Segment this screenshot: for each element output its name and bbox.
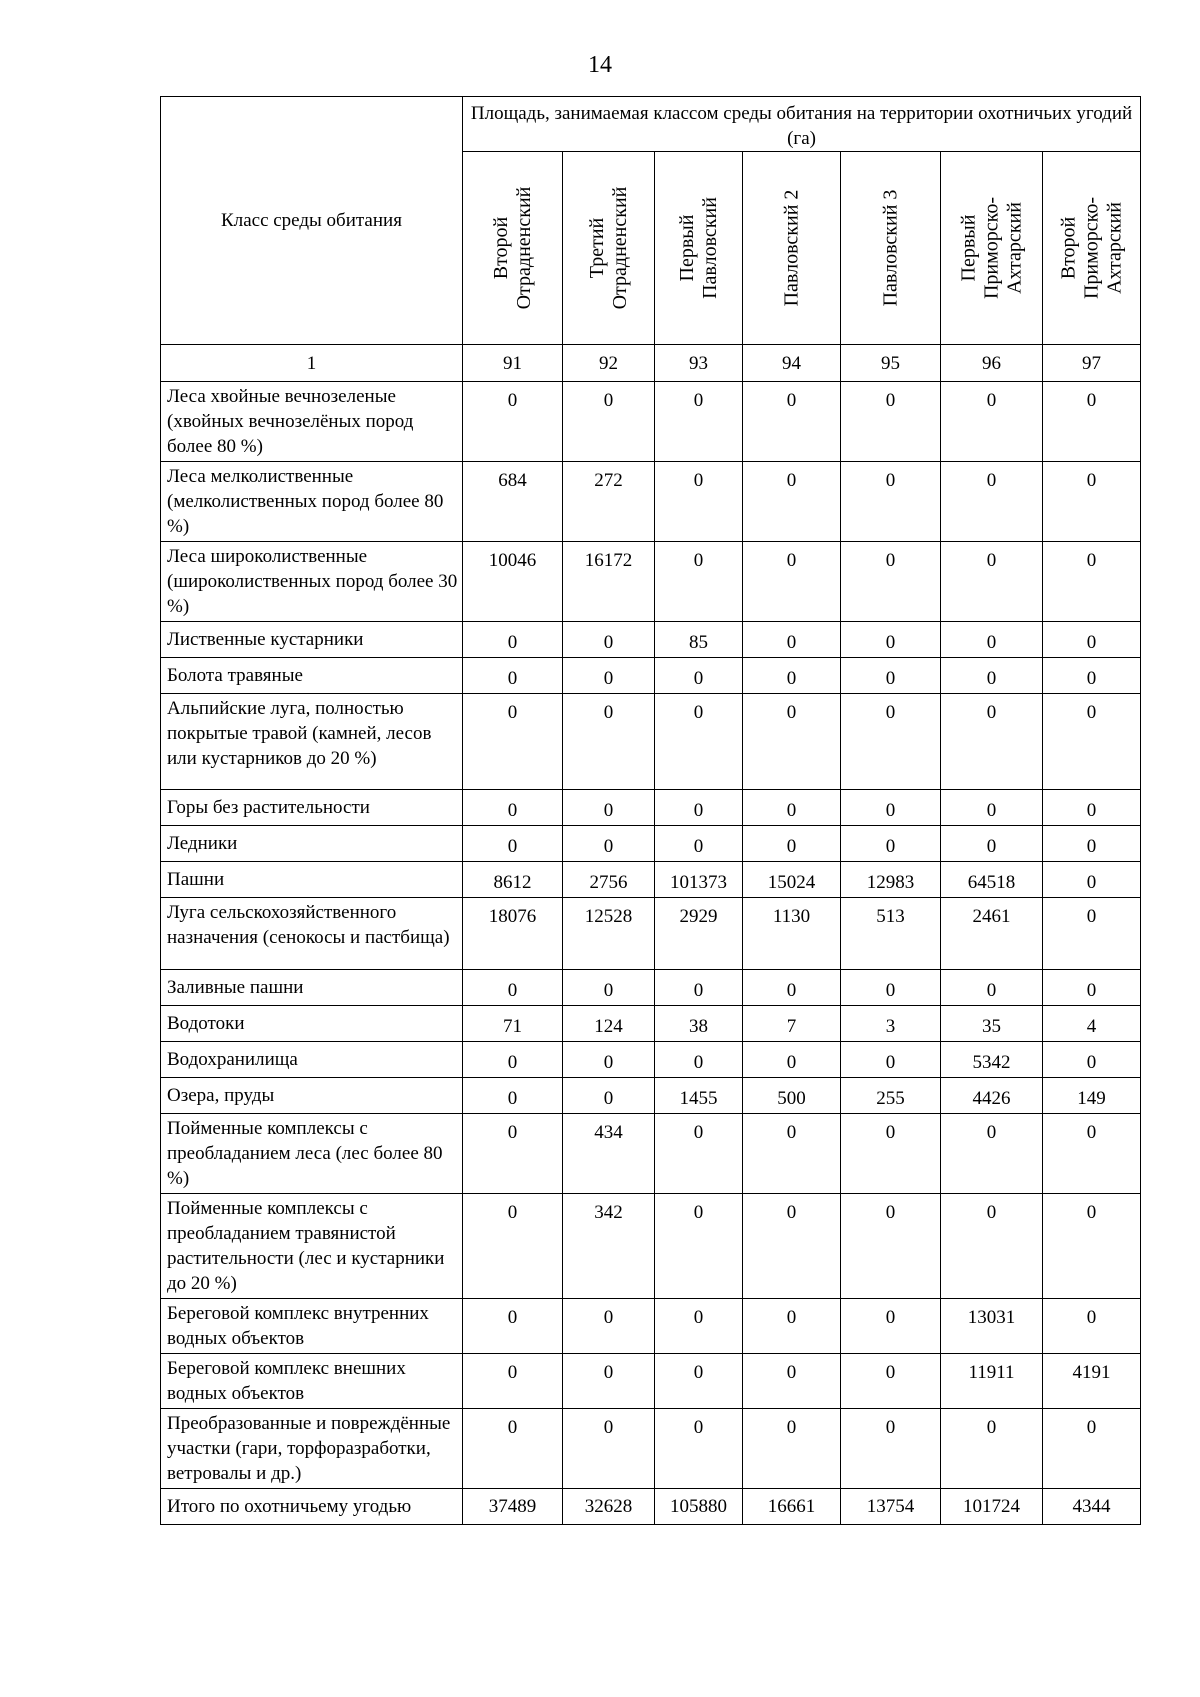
area-value: 0 bbox=[841, 462, 941, 542]
column-header-line: Павловский 3 bbox=[879, 189, 901, 307]
area-value: 0 bbox=[743, 542, 841, 622]
area-value: 0 bbox=[743, 382, 841, 462]
area-value: 0 bbox=[1043, 898, 1141, 970]
area-value: 0 bbox=[941, 970, 1043, 1006]
area-value: 4344 bbox=[1043, 1489, 1141, 1525]
area-value: 2461 bbox=[941, 898, 1043, 970]
area-value: 0 bbox=[743, 1194, 841, 1299]
table-row bbox=[161, 1489, 1141, 1525]
table-row bbox=[161, 622, 1141, 658]
table-body bbox=[161, 382, 1141, 1525]
area-value: 0 bbox=[941, 826, 1043, 862]
area-value: 0 bbox=[743, 1409, 841, 1489]
habitat-class-label: Ледники bbox=[161, 826, 463, 862]
area-value: 0 bbox=[655, 1194, 743, 1299]
area-value: 0 bbox=[563, 826, 655, 862]
area-value: 0 bbox=[563, 1299, 655, 1354]
area-value: 0 bbox=[655, 1114, 743, 1194]
area-value: 0 bbox=[463, 970, 563, 1006]
area-value: 0 bbox=[463, 658, 563, 694]
area-value: 0 bbox=[563, 1409, 655, 1489]
area-value: 0 bbox=[655, 1299, 743, 1354]
area-value: 0 bbox=[743, 790, 841, 826]
column-number: 92 bbox=[563, 345, 655, 382]
area-value: 0 bbox=[743, 658, 841, 694]
area-value: 0 bbox=[563, 790, 655, 826]
area-value: 37489 bbox=[463, 1489, 563, 1525]
table-row bbox=[161, 790, 1141, 826]
column-number: 97 bbox=[1043, 345, 1141, 382]
area-value: 0 bbox=[655, 542, 743, 622]
column-header-line: Приморско- bbox=[1080, 196, 1103, 300]
column-header bbox=[655, 152, 743, 345]
area-header: Площадь, занимаемая классом среды обитания на территории охотничьих угодий (га) bbox=[463, 97, 1141, 152]
table-row bbox=[161, 826, 1141, 862]
area-value: 0 bbox=[563, 970, 655, 1006]
area-value: 0 bbox=[841, 970, 941, 1006]
area-value: 85 bbox=[655, 622, 743, 658]
area-value: 0 bbox=[841, 1409, 941, 1489]
area-value: 16661 bbox=[743, 1489, 841, 1525]
area-value: 0 bbox=[841, 622, 941, 658]
area-value: 0 bbox=[463, 1409, 563, 1489]
area-value: 0 bbox=[941, 462, 1043, 542]
area-value: 13754 bbox=[841, 1489, 941, 1525]
table-row bbox=[161, 1299, 1141, 1354]
column-header-line: Первый bbox=[957, 214, 979, 282]
habitat-class-label: Береговой комплекс внешних водных объектов bbox=[161, 1354, 463, 1409]
area-value: 342 bbox=[563, 1194, 655, 1299]
area-value: 10046 bbox=[463, 542, 563, 622]
area-value: 0 bbox=[743, 826, 841, 862]
area-value: 0 bbox=[841, 694, 941, 790]
area-value: 0 bbox=[655, 658, 743, 694]
column-number: 91 bbox=[463, 345, 563, 382]
area-value: 0 bbox=[841, 1194, 941, 1299]
area-value: 0 bbox=[941, 658, 1043, 694]
area-value: 0 bbox=[655, 970, 743, 1006]
column-header-line: Отрадненский bbox=[512, 186, 535, 310]
area-value: 0 bbox=[563, 694, 655, 790]
area-value: 0 bbox=[655, 462, 743, 542]
table-row bbox=[161, 1409, 1141, 1489]
area-value: 0 bbox=[655, 382, 743, 462]
area-value: 0 bbox=[1043, 694, 1141, 790]
area-value: 684 bbox=[463, 462, 563, 542]
area-value: 0 bbox=[463, 1114, 563, 1194]
table-row bbox=[161, 1354, 1141, 1409]
habitat-class-label: Водотоки bbox=[161, 1006, 463, 1042]
habitat-class-label: Итого по охотничьему угодью bbox=[161, 1489, 463, 1525]
column-header bbox=[941, 152, 1043, 345]
area-value: 0 bbox=[655, 1409, 743, 1489]
area-value: 0 bbox=[941, 622, 1043, 658]
area-value: 0 bbox=[463, 382, 563, 462]
habitat-class-label: Пойменные комплексы с преобладанием леса (лес более 80 %) bbox=[161, 1114, 463, 1194]
habitat-class-label: Водохранилища bbox=[161, 1042, 463, 1078]
area-value: 0 bbox=[563, 1354, 655, 1409]
column-header bbox=[743, 152, 841, 345]
area-value: 0 bbox=[743, 694, 841, 790]
column-header-line: Павловский bbox=[698, 197, 721, 299]
table-row bbox=[161, 898, 1141, 970]
habitat-area-table bbox=[160, 96, 1141, 1525]
table-row bbox=[161, 382, 1141, 462]
area-value: 0 bbox=[1043, 1042, 1141, 1078]
area-value: 272 bbox=[563, 462, 655, 542]
area-value: 0 bbox=[941, 542, 1043, 622]
column-number: 93 bbox=[655, 345, 743, 382]
table-row bbox=[161, 658, 1141, 694]
area-value: 105880 bbox=[655, 1489, 743, 1525]
area-value: 0 bbox=[1043, 1114, 1141, 1194]
area-value: 0 bbox=[743, 1354, 841, 1409]
area-value: 513 bbox=[841, 898, 941, 970]
area-value: 0 bbox=[841, 1042, 941, 1078]
column-number: 1 bbox=[161, 345, 463, 382]
column-header-line: Второй bbox=[1057, 216, 1080, 280]
area-value: 0 bbox=[1043, 1409, 1141, 1489]
area-value: 0 bbox=[941, 1409, 1043, 1489]
area-value: 0 bbox=[563, 1042, 655, 1078]
column-header bbox=[1043, 152, 1141, 345]
area-value: 255 bbox=[841, 1078, 941, 1114]
area-value: 32628 bbox=[563, 1489, 655, 1525]
column-number: 94 bbox=[743, 345, 841, 382]
area-value: 0 bbox=[1043, 790, 1141, 826]
area-value: 124 bbox=[563, 1006, 655, 1042]
column-header-line: Павловский 2 bbox=[780, 189, 802, 307]
area-value: 0 bbox=[743, 970, 841, 1006]
habitat-class-label: Горы без растительности bbox=[161, 790, 463, 826]
area-value: 0 bbox=[655, 790, 743, 826]
habitat-class-label: Альпийские луга, полностью покрытые травой (камней, лесов или кустарников до 20 %) bbox=[161, 694, 463, 790]
area-value: 4 bbox=[1043, 1006, 1141, 1042]
area-value: 0 bbox=[941, 1194, 1043, 1299]
area-value: 434 bbox=[563, 1114, 655, 1194]
area-value: 1130 bbox=[743, 898, 841, 970]
table-row bbox=[161, 694, 1141, 790]
area-value: 0 bbox=[941, 382, 1043, 462]
habitat-class-label: Луга сельскохозяйственного назначения (сенокосы и пастбища) bbox=[161, 898, 463, 970]
area-value: 7 bbox=[743, 1006, 841, 1042]
area-value: 0 bbox=[841, 1299, 941, 1354]
area-value: 38 bbox=[655, 1006, 743, 1042]
area-value: 0 bbox=[743, 622, 841, 658]
area-value: 2929 bbox=[655, 898, 743, 970]
area-value: 149 bbox=[1043, 1078, 1141, 1114]
table-row bbox=[161, 462, 1141, 542]
area-value: 18076 bbox=[463, 898, 563, 970]
area-value: 0 bbox=[743, 1042, 841, 1078]
area-value: 0 bbox=[655, 694, 743, 790]
column-header-line: Ахтарский bbox=[1103, 202, 1126, 294]
area-value: 0 bbox=[463, 694, 563, 790]
area-value: 0 bbox=[463, 826, 563, 862]
area-value: 71 bbox=[463, 1006, 563, 1042]
habitat-class-label: Озера, пруды bbox=[161, 1078, 463, 1114]
column-header-line: Ахтарский bbox=[1003, 202, 1025, 294]
table-row bbox=[161, 970, 1141, 1006]
area-value: 0 bbox=[743, 462, 841, 542]
column-header-line: Первый bbox=[675, 214, 698, 282]
area-value: 0 bbox=[1043, 970, 1141, 1006]
area-value: 5342 bbox=[941, 1042, 1043, 1078]
area-value: 101373 bbox=[655, 862, 743, 898]
area-value: 0 bbox=[841, 382, 941, 462]
area-value: 16172 bbox=[563, 542, 655, 622]
habitat-class-label: Заливные пашни bbox=[161, 970, 463, 1006]
area-value: 0 bbox=[1043, 462, 1141, 542]
column-header bbox=[563, 152, 655, 345]
column-header-line: Второй bbox=[489, 216, 512, 280]
area-value: 0 bbox=[841, 826, 941, 862]
area-value: 0 bbox=[1043, 1299, 1141, 1354]
area-value: 0 bbox=[941, 1114, 1043, 1194]
area-value: 0 bbox=[463, 1299, 563, 1354]
area-value: 500 bbox=[743, 1078, 841, 1114]
area-value: 0 bbox=[841, 542, 941, 622]
column-header-line: Отрадненский bbox=[608, 186, 631, 310]
habitat-class-label: Леса хвойные вечнозеленые (хвойных вечнозелёных пород более 80 %) bbox=[161, 382, 463, 462]
area-value: 12983 bbox=[841, 862, 941, 898]
area-value: 0 bbox=[463, 1078, 563, 1114]
area-value: 12528 bbox=[563, 898, 655, 970]
area-value: 0 bbox=[463, 790, 563, 826]
area-value: 0 bbox=[841, 790, 941, 826]
table-row bbox=[161, 1078, 1141, 1114]
habitat-class-label: Пойменные комплексы с преобладанием травянистой растительности (лес и кустарники до 20 %) bbox=[161, 1194, 463, 1299]
page-number: 14 bbox=[588, 52, 612, 78]
habitat-class-label: Лиственные кустарники bbox=[161, 622, 463, 658]
area-value: 0 bbox=[463, 1194, 563, 1299]
area-value: 0 bbox=[563, 622, 655, 658]
table-row bbox=[161, 862, 1141, 898]
area-value: 0 bbox=[841, 658, 941, 694]
column-header bbox=[463, 152, 563, 345]
column-header-line: Приморско- bbox=[980, 196, 1002, 300]
area-value: 0 bbox=[1043, 826, 1141, 862]
table-row bbox=[161, 1006, 1141, 1042]
table-row bbox=[161, 1194, 1141, 1299]
area-value: 0 bbox=[463, 1042, 563, 1078]
area-value: 0 bbox=[463, 1354, 563, 1409]
area-value: 0 bbox=[743, 1299, 841, 1354]
column-header-line: Третий bbox=[585, 217, 608, 279]
area-value: 4426 bbox=[941, 1078, 1043, 1114]
table-row bbox=[161, 1042, 1141, 1078]
area-value: 0 bbox=[655, 1042, 743, 1078]
habitat-class-label: Леса мелколиственные (мелколиственных пород более 80 %) bbox=[161, 462, 463, 542]
area-value: 1455 bbox=[655, 1078, 743, 1114]
area-value: 101724 bbox=[941, 1489, 1043, 1525]
area-value: 0 bbox=[655, 826, 743, 862]
habitat-class-label: Береговой комплекс внутренних водных объектов bbox=[161, 1299, 463, 1354]
area-value: 0 bbox=[1043, 658, 1141, 694]
area-value: 0 bbox=[841, 1114, 941, 1194]
area-value: 8612 bbox=[463, 862, 563, 898]
habitat-class-label: Преобразованные и повреждённые участки (гари, торфоразработки, ветровалы и др.) bbox=[161, 1409, 463, 1489]
area-value: 35 bbox=[941, 1006, 1043, 1042]
area-value: 0 bbox=[563, 658, 655, 694]
area-value: 15024 bbox=[743, 862, 841, 898]
table-row bbox=[161, 1114, 1141, 1194]
habitat-class-label: Пашни bbox=[161, 862, 463, 898]
area-value: 2756 bbox=[563, 862, 655, 898]
habitat-class-header: Класс среды обитания bbox=[161, 97, 463, 345]
area-value: 11911 bbox=[941, 1354, 1043, 1409]
area-value: 0 bbox=[563, 1078, 655, 1114]
area-value: 3 bbox=[841, 1006, 941, 1042]
area-value: 0 bbox=[743, 1114, 841, 1194]
area-value: 64518 bbox=[941, 862, 1043, 898]
area-value: 0 bbox=[655, 1354, 743, 1409]
area-value: 0 bbox=[1043, 542, 1141, 622]
table-row bbox=[161, 542, 1141, 622]
area-value: 0 bbox=[1043, 862, 1141, 898]
area-value: 0 bbox=[1043, 622, 1141, 658]
area-value: 0 bbox=[941, 790, 1043, 826]
column-numbers-row bbox=[161, 345, 1141, 382]
area-value: 0 bbox=[1043, 382, 1141, 462]
area-value: 0 bbox=[563, 382, 655, 462]
area-value: 4191 bbox=[1043, 1354, 1141, 1409]
area-value: 13031 bbox=[941, 1299, 1043, 1354]
area-value: 0 bbox=[1043, 1194, 1141, 1299]
column-number: 95 bbox=[841, 345, 941, 382]
column-number: 96 bbox=[941, 345, 1043, 382]
area-value: 0 bbox=[941, 694, 1043, 790]
habitat-class-label: Болота травяные bbox=[161, 658, 463, 694]
habitat-class-label: Леса широколиственные (широколиственных пород более 30 %) bbox=[161, 542, 463, 622]
area-value: 0 bbox=[463, 622, 563, 658]
column-header bbox=[841, 152, 941, 345]
area-value: 0 bbox=[841, 1354, 941, 1409]
